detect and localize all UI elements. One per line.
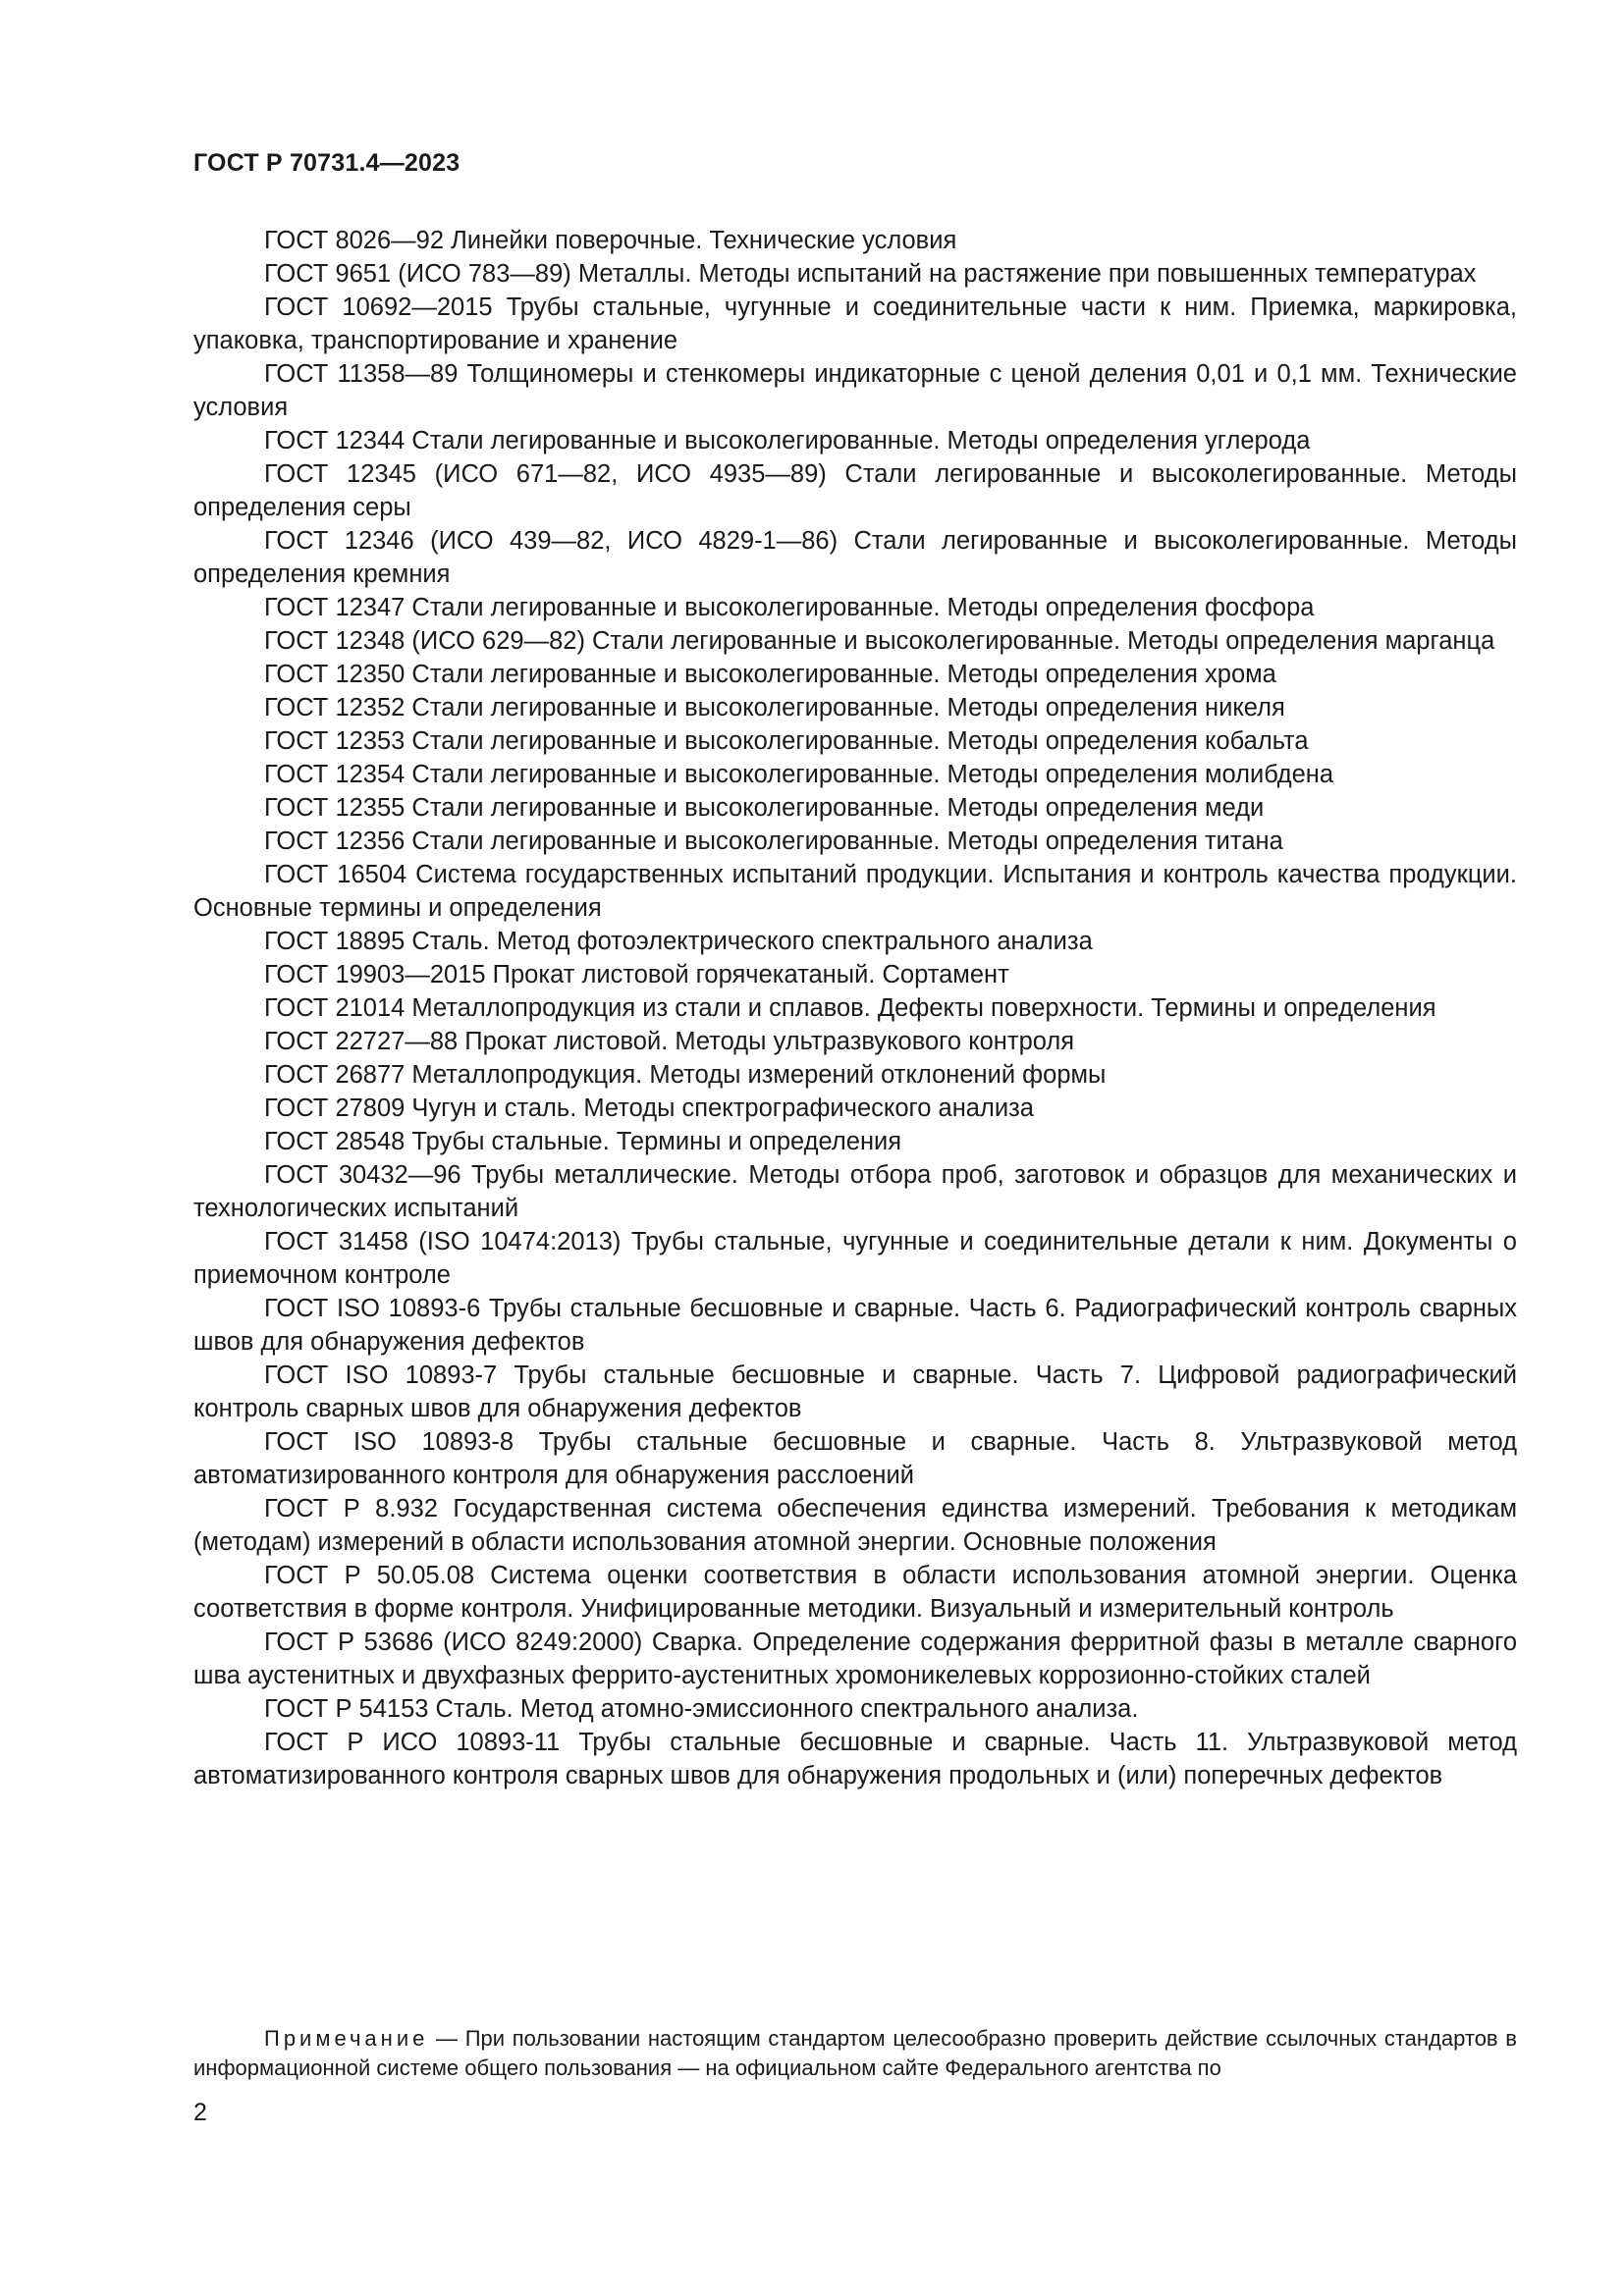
- reference-entry: ГОСТ Р 8.932 Государственная система обеспечения единства измерений. Требования к методикам (методам) измерений в области использования атомной энергии. Основные положения: [193, 1495, 1517, 1556]
- reference-entry: ГОСТ 12353 Стали легированные и высоколегированные. Методы определения кобальта: [264, 727, 1309, 755]
- reference-entry: ГОСТ Р 54153 Сталь. Метод атомно-эмиссионного спектрального анализа.: [264, 1695, 1139, 1723]
- reference-entry: ГОСТ 12354 Стали легированные и высоколегированные. Методы определения молибдена: [264, 761, 1334, 788]
- reference-entry: ГОСТ Р ИСО 10893-11 Трубы стальные бесшовные и сварные. Часть 11. Ультразвуковой метод автоматизированного контроля сварных швов для обнаружения продольных и (или) поперечных дефектов: [193, 1729, 1517, 1789]
- reference-entry: ГОСТ Р 53686 (ИСО 8249:2000) Сварка. Определение содержания ферритной фазы в металле сварного шва аустенитных и двухфазных феррито-аустенитных хромоникелевых коррозионно-стойких сталей: [193, 1629, 1517, 1689]
- reference-entry: ГОСТ 28548 Трубы стальные. Термины и определения: [264, 1128, 902, 1155]
- reference-entry: ГОСТ 12348 (ИСО 629—82) Стали легированные и высоколегированные. Методы определения марганца: [264, 627, 1495, 655]
- reference-entry: ГОСТ ISO 10893-6 Трубы стальные бесшовные и сварные. Часть 6. Радиографический контроль сварных швов для обнаружения дефектов: [193, 1295, 1517, 1356]
- note-text: — При пользовании настоящим стандартом целесообразно проверить действие ссылочных стандартов в информационной системе общего пользования — на официальном сайте Федерального агентства по: [193, 2026, 1517, 2080]
- document-header: ГОСТ Р 70731.4—2023: [193, 149, 460, 177]
- reference-entry: ГОСТ 12345 (ИСО 671—82, ИСО 4935—89) Стали легированные и высоколегированные. Методы определения серы: [193, 460, 1517, 521]
- reference-entry: ГОСТ 27809 Чугун и сталь. Методы спектрографического анализа: [264, 1095, 1034, 1122]
- reference-entry: ГОСТ 16504 Система государственных испытаний продукции. Испытания и контроль качества продукции. Основные термины и определения: [193, 861, 1517, 922]
- reference-entry: ГОСТ 11358—89 Толщиномеры и стенкомеры индикаторные с ценой деления 0,01 и 0,1 мм. Технические условия: [193, 360, 1517, 421]
- reference-entry: ГОСТ ISO 10893-8 Трубы стальные бесшовные и сварные. Часть 8. Ультразвуковой метод автоматизированного контроля для обнаружения расслоений: [193, 1428, 1517, 1489]
- normative-references-list: [193, 224, 1517, 1792]
- reference-entry: ГОСТ 10692—2015 Трубы стальные, чугунные и соединительные части к ним. Приемка, маркировка, упаковка, транспортирование и хранение: [193, 294, 1517, 354]
- reference-entry: ГОСТ 26877 Металлопродукция. Методы измерений отклонений формы: [264, 1061, 1107, 1089]
- reference-entry: ГОСТ 12352 Стали легированные и высоколегированные. Методы определения никеля: [264, 694, 1285, 721]
- note-label: Примечание: [264, 2026, 429, 2051]
- reference-entry: ГОСТ 12356 Стали легированные и высоколегированные. Методы определения титана: [264, 828, 1283, 855]
- reference-entry: ГОСТ 30432—96 Трубы металлические. Методы отбора проб, заготовок и образцов для механических и технологических испытаний: [193, 1161, 1517, 1222]
- reference-entry: ГОСТ ISO 10893-7 Трубы стальные бесшовные и сварные. Часть 7. Цифровой радиографический контроль сварных швов для обнаружения дефектов: [193, 1362, 1517, 1422]
- reference-entry: ГОСТ 22727—88 Прокат листовой. Методы ультразвукового контроля: [264, 1028, 1075, 1055]
- reference-entry: ГОСТ 18895 Сталь. Метод фотоэлектрического спектрального анализа: [264, 928, 1093, 955]
- reference-entry: ГОСТ 12355 Стали легированные и высоколегированные. Методы определения меди: [264, 794, 1265, 822]
- reference-entry: ГОСТ 12350 Стали легированные и высоколегированные. Методы определения хрома: [264, 661, 1276, 688]
- reference-entry: ГОСТ 31458 (ISO 10474:2013) Трубы стальные, чугунные и соединительные детали к ним. Документы о приемочном контроле: [193, 1228, 1517, 1289]
- reference-entry: ГОСТ 12344 Стали легированные и высоколегированные. Методы определения углерода: [264, 427, 1311, 454]
- note-paragraph: [193, 2024, 1517, 2083]
- reference-entry: ГОСТ 9651 (ИСО 783—89) Металлы. Методы испытаний на растяжение при повышенных температурах: [264, 260, 1477, 288]
- reference-entry: ГОСТ 12347 Стали легированные и высоколегированные. Методы определения фосфора: [264, 594, 1315, 621]
- reference-entry: ГОСТ 12346 (ИСО 439—82, ИСО 4829-1—86) Стали легированные и высоколегированные. Методы определения кремния: [193, 527, 1517, 588]
- reference-entry: ГОСТ 19903—2015 Прокат листовой горячекатаный. Сортамент: [264, 961, 1009, 988]
- page-number: 2: [193, 2099, 207, 2126]
- reference-entry: ГОСТ Р 50.05.08 Система оценки соответствия в области использования атомной энергии. Оценка соответствия в форме контроля. Унифицированные методики. Визуальный и измерительный контроль: [193, 1562, 1517, 1623]
- reference-entry: ГОСТ 8026—92 Линейки поверочные. Технические условия: [264, 227, 957, 254]
- reference-entry: ГОСТ 21014 Металлопродукция из стали и сплавов. Дефекты поверхности. Термины и определения: [264, 994, 1436, 1022]
